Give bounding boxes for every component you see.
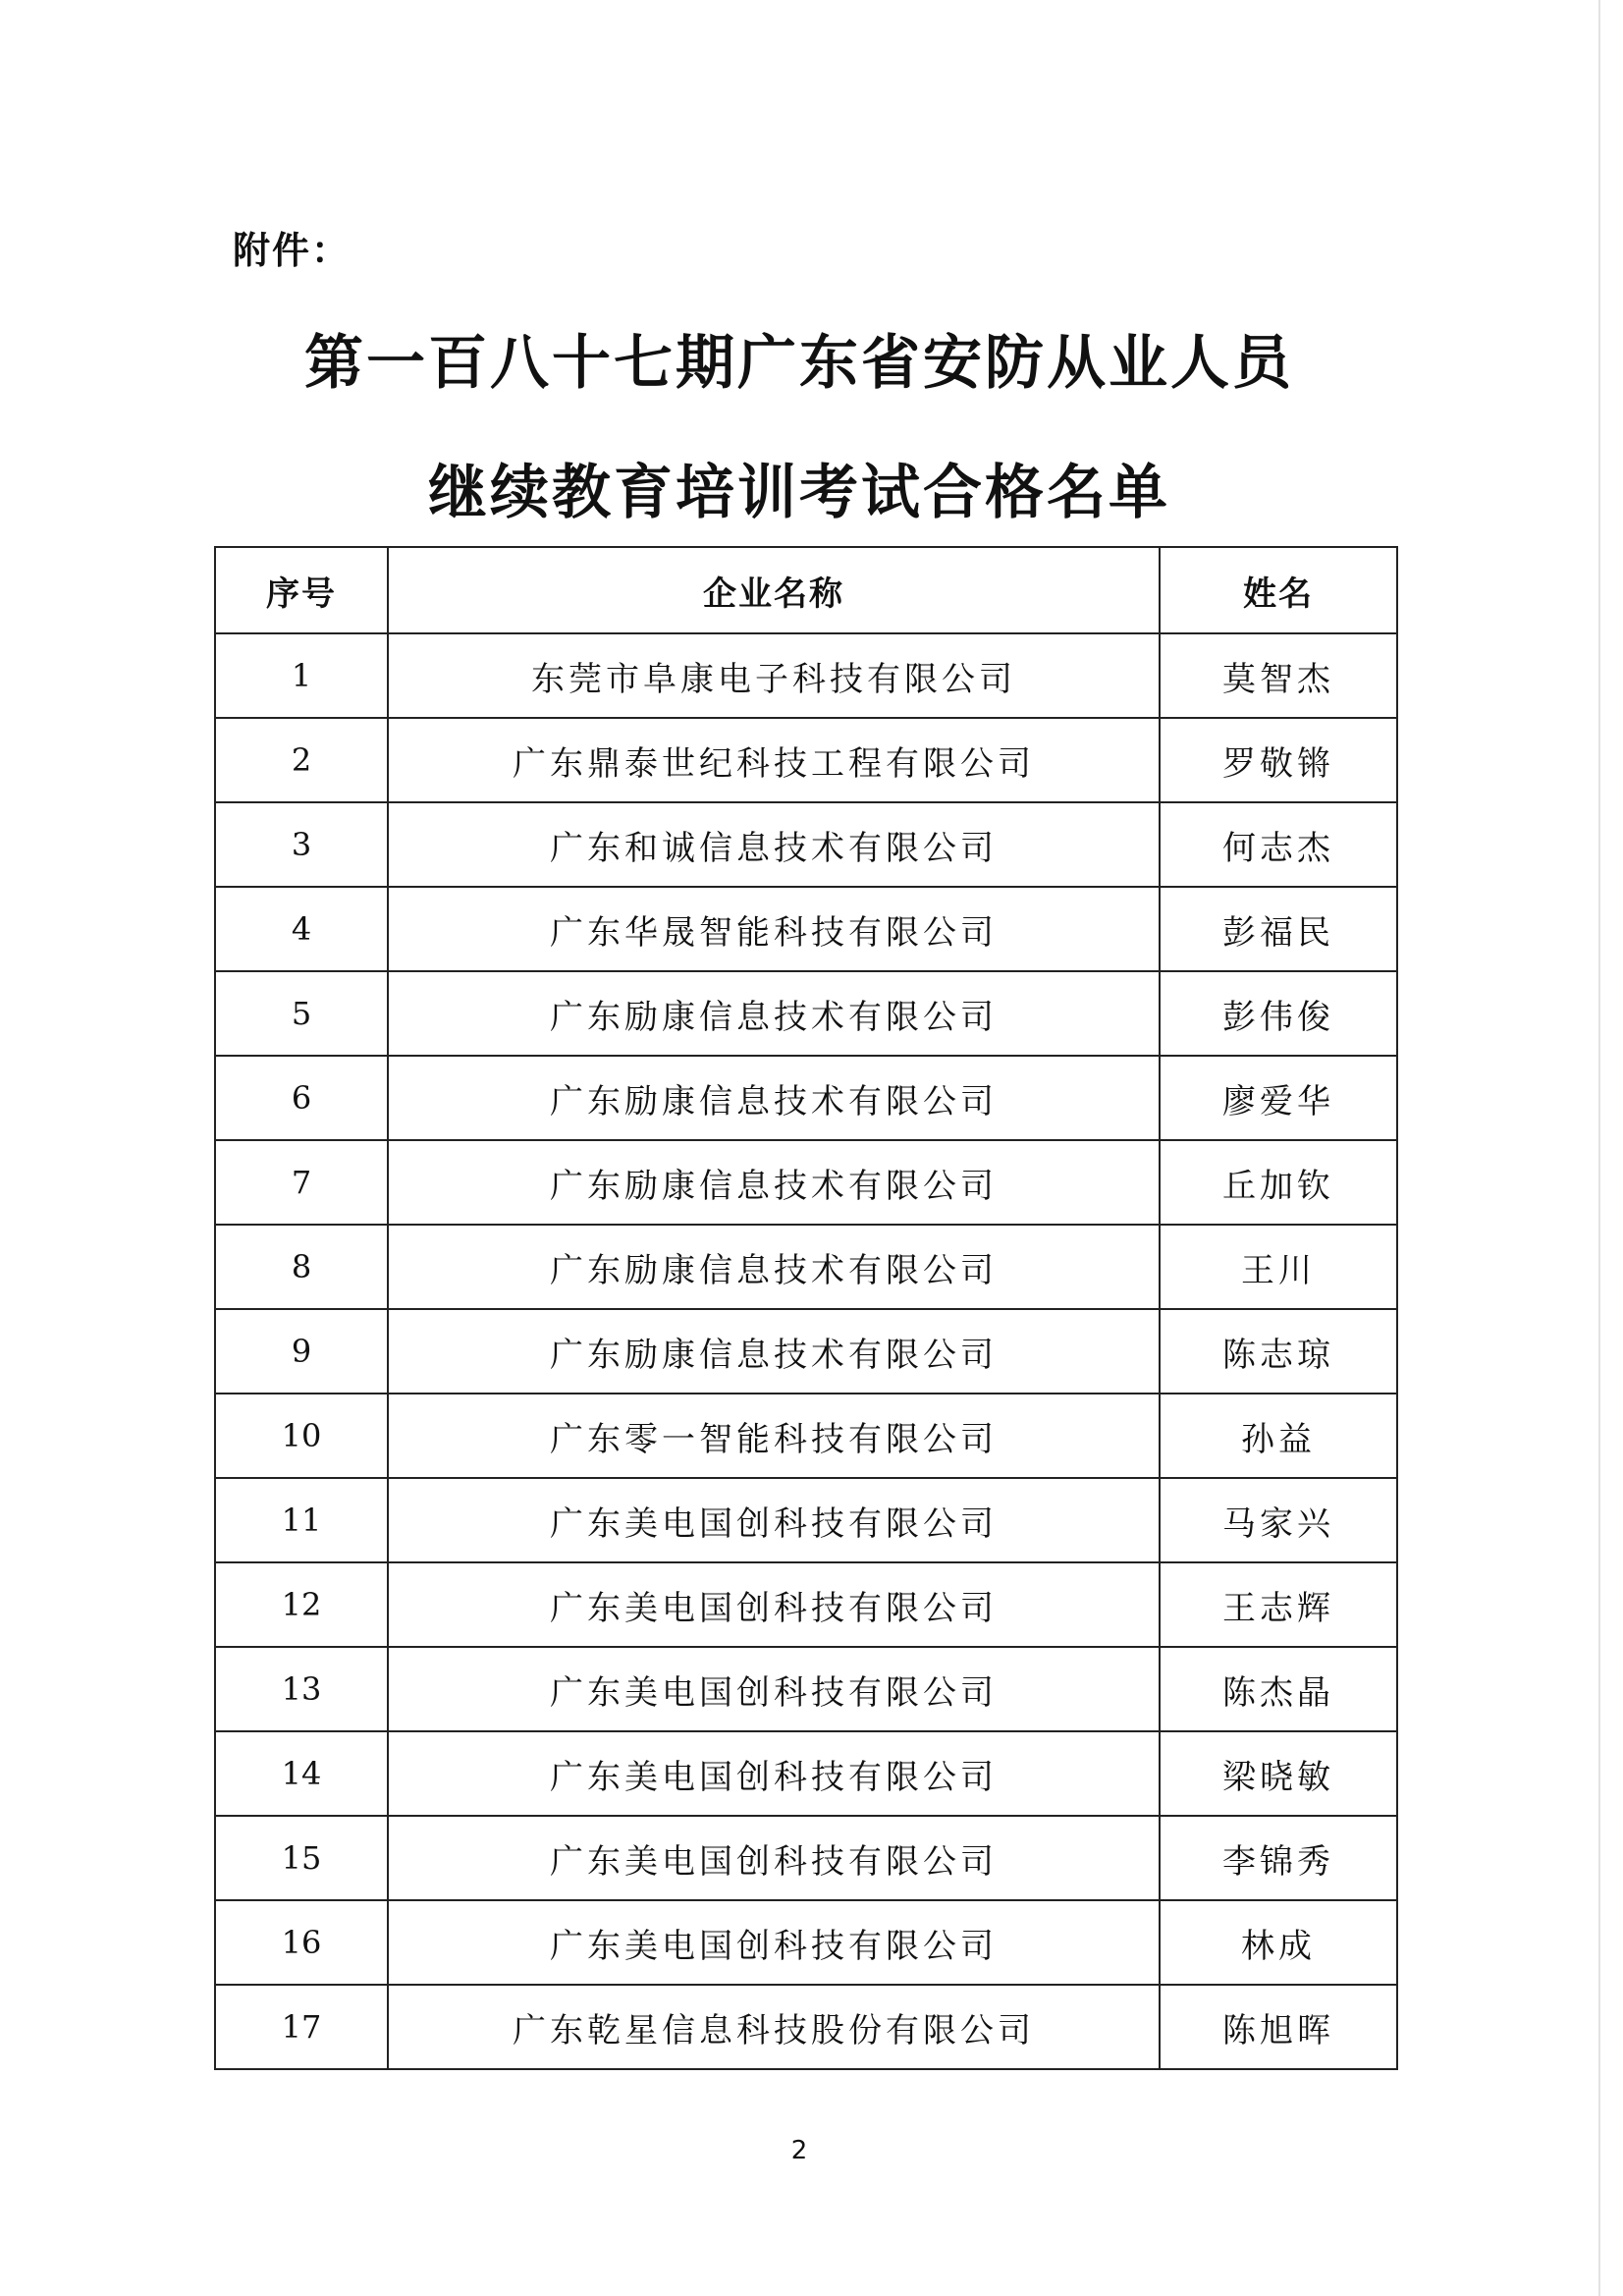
table-row [215, 1309, 1397, 1394]
row-company: 广东和诚信息技术有限公司 [388, 802, 1160, 887]
row-number: 14 [215, 1731, 388, 1816]
row-name: 李锦秀 [1160, 1816, 1397, 1900]
row-number: 10 [215, 1394, 388, 1478]
header-number: 序号 [215, 547, 388, 633]
row-company: 广东美电国创科技有限公司 [388, 1478, 1160, 1562]
page-number: 2 [790, 2136, 808, 2165]
row-company: 广东励康信息技术有限公司 [388, 1140, 1160, 1225]
row-name: 彭伟俊 [1160, 971, 1397, 1056]
row-company: 广东鼎泰世纪科技工程有限公司 [388, 718, 1160, 802]
row-number: 8 [215, 1225, 388, 1309]
row-number: 12 [215, 1562, 388, 1647]
table-row [215, 1562, 1397, 1647]
table-row [215, 718, 1397, 802]
row-name: 彭福民 [1160, 887, 1397, 971]
row-company: 广东乾星信息科技股份有限公司 [388, 1985, 1160, 2069]
row-name: 罗敬锵 [1160, 718, 1397, 802]
row-number: 16 [215, 1900, 388, 1985]
table-row [215, 971, 1397, 1056]
row-name: 陈志琼 [1160, 1309, 1397, 1394]
row-company: 广东零一智能科技有限公司 [388, 1394, 1160, 1478]
row-number: 17 [215, 1985, 388, 2069]
row-name: 廖爱华 [1160, 1056, 1397, 1140]
row-name: 林成 [1160, 1900, 1397, 1985]
table-row [215, 1900, 1397, 1985]
scan-edge-line [1598, 0, 1600, 2296]
row-company: 广东华晟智能科技有限公司 [388, 887, 1160, 971]
table-row [215, 1056, 1397, 1140]
row-number: 7 [215, 1140, 388, 1225]
document-title-line-1: 第一百八十七期广东省安防从业人员 [304, 329, 1294, 398]
table-row [215, 802, 1397, 887]
header-name: 姓名 [1160, 547, 1397, 633]
row-name: 陈旭晖 [1160, 1985, 1397, 2069]
row-name: 王川 [1160, 1225, 1397, 1309]
qualified-list-table [214, 546, 1398, 2070]
table-header-row [215, 547, 1397, 633]
row-company: 广东励康信息技术有限公司 [388, 971, 1160, 1056]
row-company: 广东美电国创科技有限公司 [388, 1816, 1160, 1900]
row-number: 4 [215, 887, 388, 971]
row-number: 15 [215, 1816, 388, 1900]
row-name: 梁晓敏 [1160, 1731, 1397, 1816]
document-title-line-2: 继续教育培训考试合格名单 [428, 459, 1170, 527]
row-name: 丘加钦 [1160, 1140, 1397, 1225]
row-company: 广东美电国创科技有限公司 [388, 1562, 1160, 1647]
row-number: 13 [215, 1647, 388, 1731]
table-row [215, 1225, 1397, 1309]
table-row [215, 1985, 1397, 2069]
row-name: 何志杰 [1160, 802, 1397, 887]
table-row [215, 1478, 1397, 1562]
row-name: 莫智杰 [1160, 633, 1397, 718]
table-row [215, 633, 1397, 718]
table-row [215, 1647, 1397, 1731]
attachment-label: 附件： [233, 229, 352, 272]
row-name: 孙益 [1160, 1394, 1397, 1478]
table-row [215, 1731, 1397, 1816]
row-company: 广东励康信息技术有限公司 [388, 1309, 1160, 1394]
row-number: 11 [215, 1478, 388, 1562]
row-name: 王志辉 [1160, 1562, 1397, 1647]
row-name: 马家兴 [1160, 1478, 1397, 1562]
row-number: 9 [215, 1309, 388, 1394]
row-number: 3 [215, 802, 388, 887]
row-company: 东莞市阜康电子科技有限公司 [388, 633, 1160, 718]
row-company: 广东美电国创科技有限公司 [388, 1900, 1160, 1985]
row-number: 6 [215, 1056, 388, 1140]
row-company: 广东励康信息技术有限公司 [388, 1056, 1160, 1140]
row-number: 1 [215, 633, 388, 718]
row-company: 广东励康信息技术有限公司 [388, 1225, 1160, 1309]
table-row [215, 887, 1397, 971]
row-name: 陈杰晶 [1160, 1647, 1397, 1731]
table-row [215, 1140, 1397, 1225]
table-row [215, 1816, 1397, 1900]
row-number: 5 [215, 971, 388, 1056]
row-company: 广东美电国创科技有限公司 [388, 1731, 1160, 1816]
header-company: 企业名称 [388, 547, 1160, 633]
row-company: 广东美电国创科技有限公司 [388, 1647, 1160, 1731]
row-number: 2 [215, 718, 388, 802]
table-row [215, 1394, 1397, 1478]
